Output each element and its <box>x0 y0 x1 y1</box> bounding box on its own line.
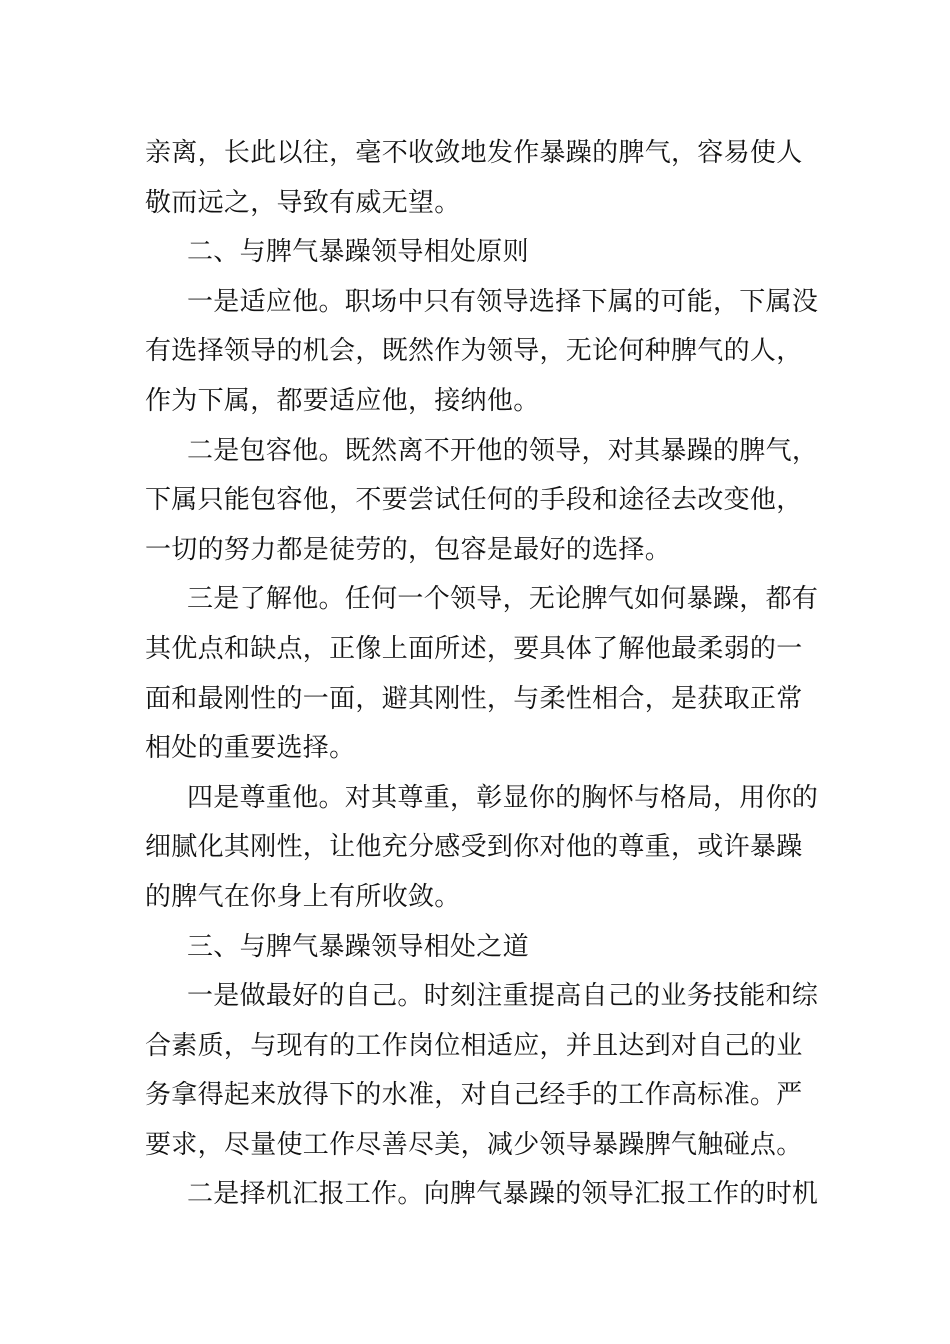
text-line: 面和最刚性的一面，避其刚性，与柔性相合，是获取正常 <box>145 683 803 714</box>
text-line: 细腻化其刚性，让他充分感受到你对他的尊重，或许暴躁 <box>145 832 803 863</box>
paragraph-first-line: 一是适应他。职场中只有领导选择下属的可能，下属没 <box>187 286 819 317</box>
document-body <box>145 129 819 1220</box>
text-line: 务拿得起来放得下的水准，对自己经手的工作高标准。严 <box>145 1080 803 1111</box>
text-line: 合素质，与现有的工作岗位相适应，并且达到对自己的业 <box>145 1030 803 1061</box>
paragraph-first-line: 三是了解他。任何一个领导，无论脾气如何暴躁，都有 <box>187 584 819 615</box>
text-line: 有选择领导的机会，既然作为领导，无论何种脾气的人， <box>145 336 803 367</box>
section-heading: 二、与脾气暴躁领导相处原则 <box>187 237 529 268</box>
paragraph-first-line: 二是包容他。既然离不开他的领导，对其暴躁的脾气， <box>187 435 819 466</box>
section-heading: 三、与脾气暴躁领导相处之道 <box>187 931 529 962</box>
text-line: 敬而远之，导致有威无望。 <box>145 187 461 218</box>
text-line: 其优点和缺点，正像上面所述，要具体了解他最柔弱的一 <box>145 633 803 664</box>
paragraph-first-line: 二是择机汇报工作。向脾气暴躁的领导汇报工作的时机 <box>187 1179 819 1210</box>
paragraph-first-line: 一是做最好的自己。时刻注重提高自己的业务技能和综 <box>187 981 819 1012</box>
text-line: 亲离，长此以往，毫不收敛地发作暴躁的脾气，容易使人 <box>145 138 803 168</box>
text-line: 要求，尽量使工作尽善尽美，减少领导暴躁脾气触碰点。 <box>145 1129 803 1160</box>
text-line: 一切的努力都是徒劳的，包容是最好的选择。 <box>145 534 672 565</box>
text-line: 的脾气在你身上有所收敛。 <box>145 881 461 912</box>
text-line: 相处的重要选择。 <box>145 733 356 764</box>
paragraph-first-line: 四是尊重他。对其尊重，彰显你的胸怀与格局，用你的 <box>187 782 819 813</box>
text-line: 作为下属，都要适应他，接纳他。 <box>145 385 540 416</box>
text-line: 下属只能包容他，不要尝试任何的手段和途径去改变他， <box>145 485 803 516</box>
